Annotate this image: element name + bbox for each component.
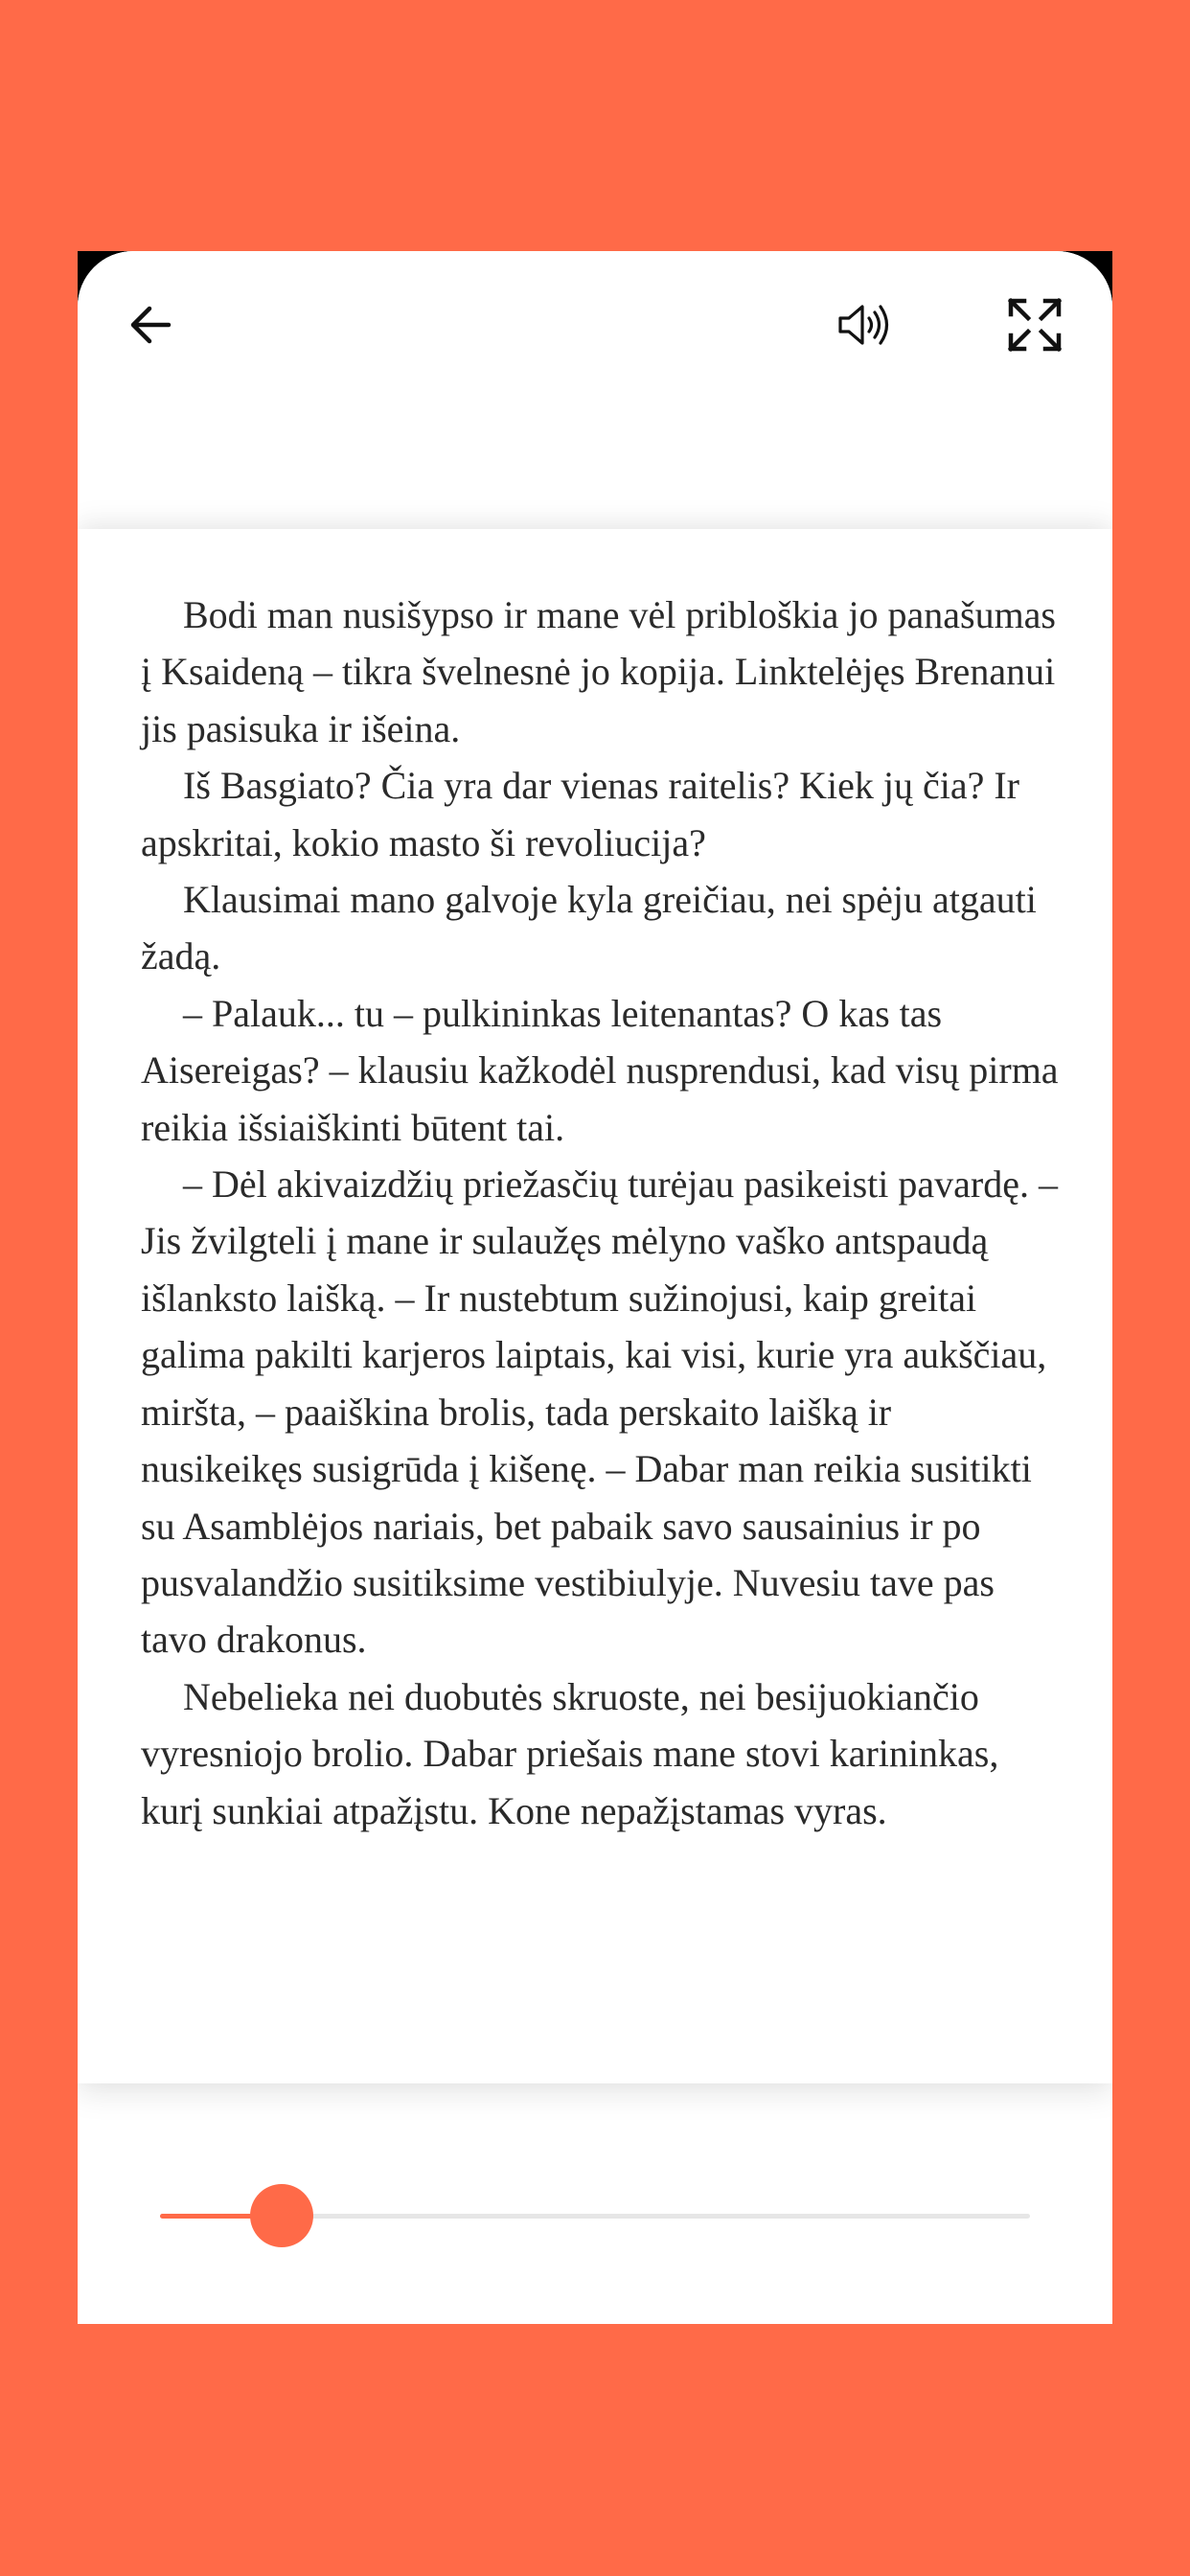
paragraph: Bodi man nusišypso ir mane vėl pribloškia jo panašumas į Ksaideną – tikra švelnesnė jo kopija. Linktelėjęs Brenanui jis pasisuka ir išeina. <box>141 593 1056 750</box>
reader-screen <box>78 251 1112 2324</box>
page-progress-slider[interactable] <box>160 2182 1030 2249</box>
paragraph: – Dėl akivaizdžių priežasčių turėjau pasikeisti pavardę. – Jis žvilgteli į mane ir sulaužęs mėlyno vaško antspaudą išlanksto laišką. – Ir nustebtum sužinojusi, kaip greitai galima pakilti karjeros laiptais, kai visi, kurie yra aukščiau, miršta, – paaiškina brolis, tada perskaito laišką ir nusikeikęs susigrūda į kišenę. – Dabar man reikia susitikti su Asamblėjos nariais, bet pabaik savo sausainius ir po pusvalandžio susitiksime vestibiulyje. Nuvesiu tave pas tavo drakonus. <box>141 1162 1058 1662</box>
arrow-left-icon <box>126 300 176 350</box>
back-button[interactable] <box>108 282 195 368</box>
reader-toolbar <box>78 251 1112 529</box>
paragraph: Nebelieka nei duobutės skruoste, nei besijuokiančio vyresniojo brolio. Dabar priešais mane stovi karininkas, kurį sunkiai atpažįstu. Kone nepažįstamas vyras. <box>141 1674 999 1832</box>
paragraph: Iš Basgiato? Čia yra dar vienas raitelis? Kiek jų čia? Ir apskritai, kokio masto ši revoliucija? <box>141 764 1019 864</box>
paragraph: Klausimai mano galvoje kyla greičiau, nei spėju atgauti žadą. <box>141 878 1037 978</box>
slider-thumb[interactable] <box>250 2184 313 2247</box>
speaker-icon <box>835 300 895 350</box>
sound-button[interactable] <box>822 282 908 368</box>
fullscreen-button[interactable] <box>992 282 1078 368</box>
expand-icon <box>1006 296 1064 354</box>
page-text <box>141 586 1061 1839</box>
book-page[interactable] <box>78 529 1112 2083</box>
paragraph: – Palauk... tu – pulkininkas leitenantas? O kas tas Aisereigas? – klausiu kažkodėl nusprendusi, kad visų pirma reikia išsiaiškinti būtent tai. <box>141 991 1059 1149</box>
